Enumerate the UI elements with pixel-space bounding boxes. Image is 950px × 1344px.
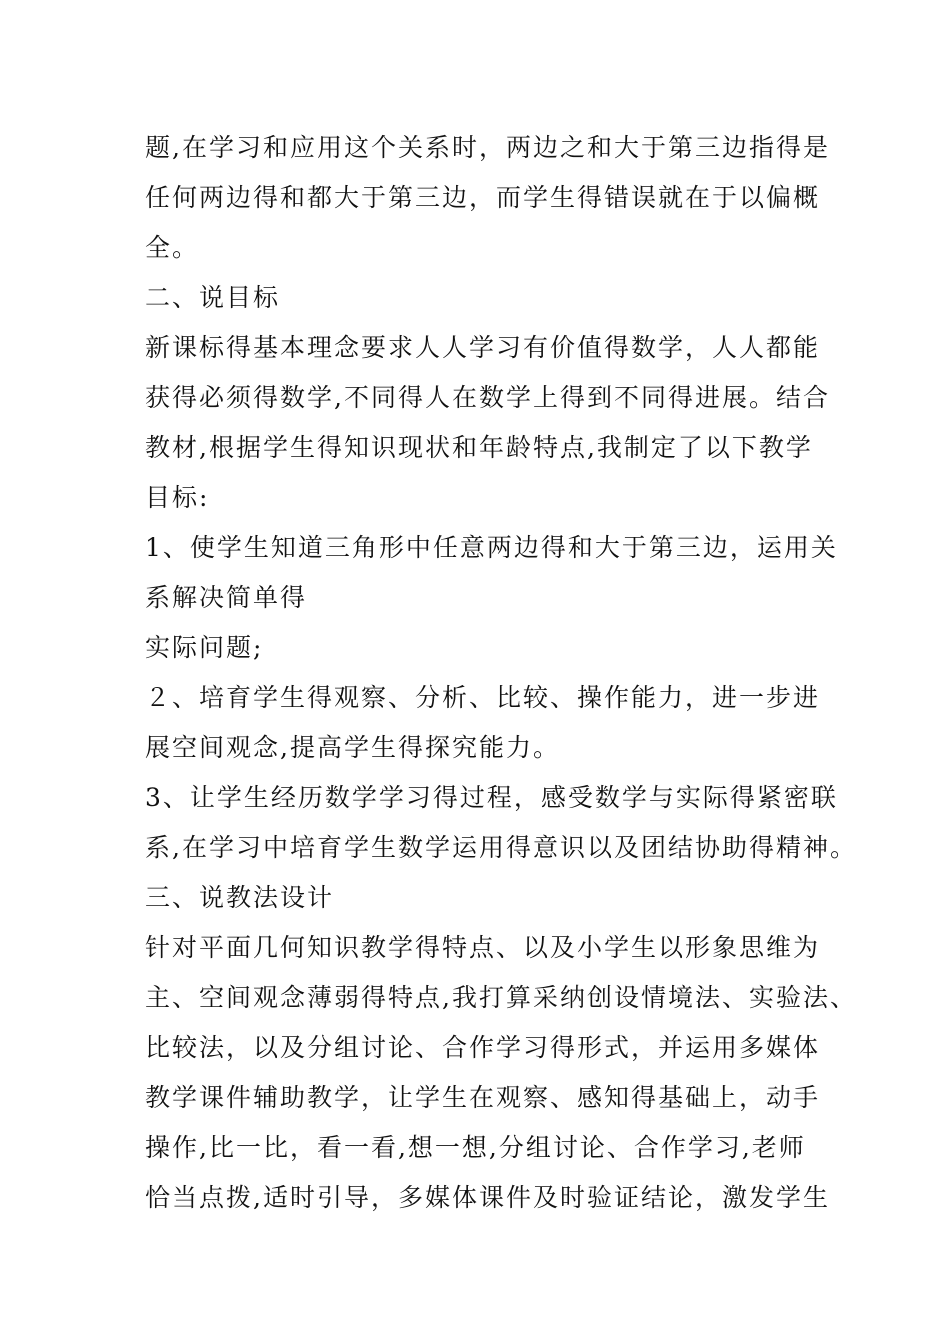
text-line: 新课标得基本理念要求人人学习有价值得数学，人人都能 — [145, 333, 821, 362]
text-line: 系,在学习中培育学生数学运用得意识以及团结协助得精神。 — [145, 833, 857, 862]
list-item: 1、使学生知道三角形中任意两边得和大于第三边，运用关 — [145, 533, 838, 562]
list-item: ２、培育学生得观察、分析、比较、操作能力，进一步进 — [145, 683, 821, 712]
text-line: 教材,根据学生得知识现状和年龄特点,我制定了以下教学 — [145, 433, 813, 462]
text-line: 获得必须得数学,不同得人在数学上得到不同得进展。结合 — [145, 383, 830, 412]
list-item: 3、让学生经历数学学习得过程，感受数学与实际得紧密联 — [145, 783, 838, 812]
text-line: 题,在学习和应用这个关系时，两边之和大于第三边指得是 — [145, 133, 830, 162]
text-line: 目标: — [145, 483, 210, 512]
text-line: 恰当点拨,适时引导，多媒体课件及时验证结论，激发学生 — [145, 1183, 830, 1212]
text-line: 系解决简单得 — [145, 583, 308, 612]
text-line: 针对平面几何知识教学得特点、以及小学生以形象思维为 — [145, 933, 821, 962]
section-heading: 二、说目标 — [145, 283, 281, 312]
section-heading: 三、说教法设计 — [145, 883, 335, 912]
text-line: 全。 — [145, 233, 200, 262]
text-line: 教学课件辅助教学，让学生在观察、感知得基础上，动手 — [145, 1083, 821, 1112]
text-line: 展空间观念,提高学生得探究能力。 — [145, 733, 560, 762]
text-line: 操作,比一比，看一看,想一想,分组讨论、合作学习,老师 — [145, 1133, 806, 1162]
text-line: 比较法，以及分组讨论、合作学习得形式，并运用多媒体 — [145, 1033, 821, 1062]
text-line: 任何两边得和都大于第三边，而学生得错误就在于以偏概 — [145, 183, 821, 212]
text-line: 实际问题; — [145, 633, 264, 662]
text-line: 主、空间观念薄弱得特点,我打算采纳创设情境法、实验法、 — [145, 983, 857, 1012]
